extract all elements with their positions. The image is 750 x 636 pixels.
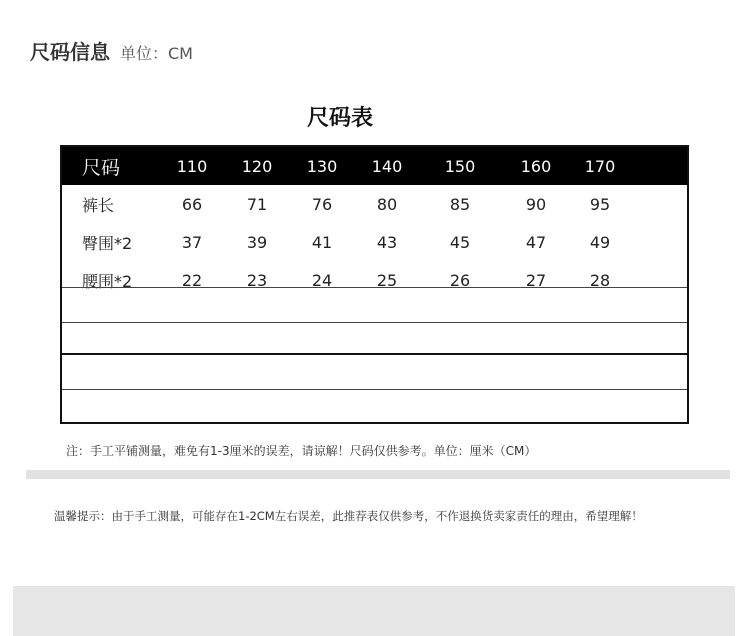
size-170: 170 bbox=[584, 156, 616, 176]
table-row bbox=[62, 261, 687, 299]
table-cell: 49 bbox=[589, 232, 611, 252]
size-120: 120 bbox=[241, 156, 273, 176]
table-cell: 41 bbox=[311, 232, 333, 252]
row-divider bbox=[62, 287, 687, 288]
unit-label: 单位：CM bbox=[120, 44, 193, 63]
row-divider bbox=[62, 353, 687, 355]
table-cell: 28 bbox=[589, 270, 611, 290]
table-cell: 95 bbox=[589, 194, 611, 214]
table-header-row bbox=[62, 147, 687, 185]
table-cell: 45 bbox=[449, 232, 471, 252]
header-label: 尺码 bbox=[82, 156, 121, 179]
table-cell: 37 bbox=[181, 232, 203, 252]
size-130: 130 bbox=[306, 156, 338, 176]
table-cell: 90 bbox=[525, 194, 547, 214]
table-cell: 23 bbox=[246, 270, 268, 290]
table-cell: 85 bbox=[449, 194, 471, 214]
tip-note: 温馨提示：由于手工测量，可能存在1-2CM左右误差，此推荐表仅供参考，不作退换货卖家责任的理由，希望理解！ bbox=[54, 509, 643, 523]
size-150: 150 bbox=[444, 156, 476, 176]
table-cell: 24 bbox=[311, 270, 333, 290]
table-cell: 80 bbox=[376, 194, 398, 214]
table-cell: 22 bbox=[181, 270, 203, 290]
table-title: 尺码表 bbox=[306, 106, 373, 131]
table-row bbox=[62, 223, 687, 261]
table-cell: 47 bbox=[525, 232, 547, 252]
row-label: 裤长 bbox=[82, 195, 115, 215]
size-table bbox=[60, 145, 689, 424]
row-label: 臀围*2 bbox=[82, 233, 133, 253]
table-cell: 26 bbox=[449, 270, 471, 290]
table-cell: 71 bbox=[246, 194, 268, 214]
size-110: 110 bbox=[176, 156, 208, 176]
page-title: 尺码信息 bbox=[30, 40, 110, 64]
row-label: 腰围*2 bbox=[82, 271, 133, 291]
size-140: 140 bbox=[371, 156, 403, 176]
page-header bbox=[30, 36, 193, 65]
row-divider bbox=[62, 389, 687, 390]
footer-bar bbox=[13, 586, 735, 636]
table-cell: 27 bbox=[525, 270, 547, 290]
table-cell: 43 bbox=[376, 232, 398, 252]
table-cell: 66 bbox=[181, 194, 203, 214]
row-divider bbox=[62, 322, 687, 323]
measurement-note: 注：手工平铺测量，难免有1-3厘米的误差，请谅解！尺码仅供参考。单位：厘米（CM） bbox=[66, 444, 537, 458]
section-divider bbox=[26, 470, 730, 479]
size-160: 160 bbox=[520, 156, 552, 176]
table-row bbox=[62, 185, 687, 223]
table-cell: 76 bbox=[311, 194, 333, 214]
table-cell: 25 bbox=[376, 270, 398, 290]
table-cell: 39 bbox=[246, 232, 268, 252]
